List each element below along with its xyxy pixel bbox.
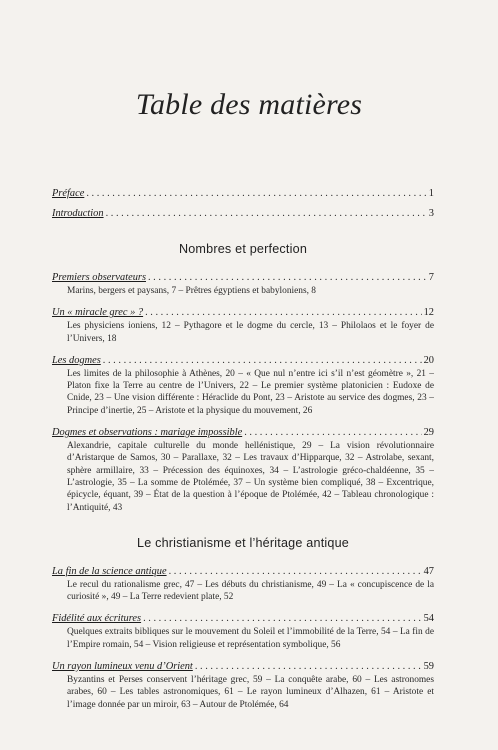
toc-entry-label[interactable]: La fin de la science antique xyxy=(52,565,167,577)
part-heading: Le christianisme et l’héritage antique xyxy=(136,535,349,550)
toc-entry[interactable] xyxy=(52,354,434,367)
toc-entry-detail: Alexandrie, capitale culturelle du monde hellénistique, 29 – La vision révolutionnaire d’Aristarque de Samos, 30 – Parallaxe, 32 – Les travaux d’Hipparque, 32 – Astrolabe, sexant, sphère armillaire, 33 – Précession des équinoxes, 34 – L’astrologie gréco-chaldéenne, 35 – L’astrologie, 35 – La somme de Ptolémée, 37 – Un système bien compliqué, 38 – Excentrique, épicycle, équant, 39 – État de la question à l’époque de Ptolémée, 42 – Tableau chronologique : l’Antiquité, 43 xyxy=(67,441,434,513)
toc-entry[interactable] xyxy=(52,271,434,284)
toc-entry-label[interactable]: Un « miracle grec » ? xyxy=(52,307,144,319)
toc-entry-label[interactable]: Préface xyxy=(52,188,85,199)
toc-page-number: 1 xyxy=(428,188,434,199)
toc-page-number: 20 xyxy=(423,354,434,366)
toc-entry-detail: Marins, bergers et paysans, 7 – Prêtres égyptiens et babyloniens, 8 xyxy=(67,286,316,296)
show-through-text xyxy=(0,0,498,70)
toc-entry[interactable] xyxy=(52,426,434,439)
toc-page-number: 47 xyxy=(423,565,434,577)
toc-page-number: 29 xyxy=(423,427,434,439)
dot-leader xyxy=(244,426,421,439)
page-title: Table des matières xyxy=(135,88,363,121)
toc-entry-label[interactable]: Un rayon lumineux venu d’Orient xyxy=(52,661,193,673)
toc-page-number: 7 xyxy=(428,272,434,283)
dot-leader xyxy=(143,612,422,625)
dot-leader xyxy=(148,271,427,284)
toc-entry-detail: Les physiciens ioniens, 12 – Pythagore et le dogme du cercle, 13 – Philolaos et le foyer de l’Univers, 18 xyxy=(67,321,434,344)
toc-entry-detail: Byzantins et Perses conservent l’héritage grec, 59 – La conquête arabe, 60 – Les astronomes arabes, 60 – Les tables astronomiques, 61 – Le rayon lumineux d’Alhazen, 61 – Aristote et l’image donnée par un miroir, 63 – Autour de Ptolémée, 64 xyxy=(67,675,434,710)
toc-page-number: 59 xyxy=(423,661,434,673)
toc-page-number: 54 xyxy=(423,613,434,625)
toc-entry-introduction[interactable] xyxy=(52,207,434,220)
toc-entry[interactable] xyxy=(52,565,434,578)
toc-entry-preface[interactable] xyxy=(52,187,434,200)
toc-entry-label[interactable]: Premiers observateurs xyxy=(52,272,146,283)
toc-entry-label[interactable]: Dogmes et observations : mariage impossible xyxy=(52,427,243,439)
table-of-contents xyxy=(52,187,434,711)
toc-entry-label[interactable]: Les dogmes xyxy=(52,354,101,366)
dot-leader xyxy=(145,306,422,319)
toc-entry[interactable] xyxy=(52,660,434,673)
toc-entry[interactable] xyxy=(52,612,434,625)
toc-entry-label[interactable]: Fidélité aux écritures xyxy=(52,613,142,625)
dot-leader xyxy=(103,354,422,367)
toc-entry-detail: Les limites de la philosophie à Athènes, 20 – « Que nul n’entre ici s’il n’est géomètre », 21 – Platon fixe la Terre au centre de l’Univers, 22 – Le premier système platonicien : Eudoxe de Cnide, 23 – Une vision différente : Héraclide du Pont, 23 – Aristote au service des dogmes, 23 – Principe d’inertie, 25 – Aristote et la physique du mouvement, 26 xyxy=(67,368,434,416)
toc-entry[interactable] xyxy=(52,306,434,319)
toc-page-number: 3 xyxy=(428,208,434,219)
dot-leader xyxy=(195,660,422,673)
toc-entry-detail: Le recul du rationalisme grec, 47 – Les débuts du christianisme, 49 – La « concupiscence de la curiosité », 49 – La Terre redevient plate, 52 xyxy=(67,579,434,603)
part-heading: Nombres et perfection xyxy=(178,242,308,256)
dot-leader xyxy=(106,207,427,220)
toc-entry-label[interactable]: Introduction xyxy=(52,208,104,219)
dot-leader xyxy=(86,187,426,200)
toc-entry-detail: Quelques extraits bibliques sur le mouvement du Soleil et l’immobilité de la Terre, 54 – La fin de l’Empire romain, 54 – Vision religieuse et représentation symbolique, 56 xyxy=(67,627,434,650)
dot-leader xyxy=(169,565,422,578)
toc-page-number: 12 xyxy=(423,307,434,319)
